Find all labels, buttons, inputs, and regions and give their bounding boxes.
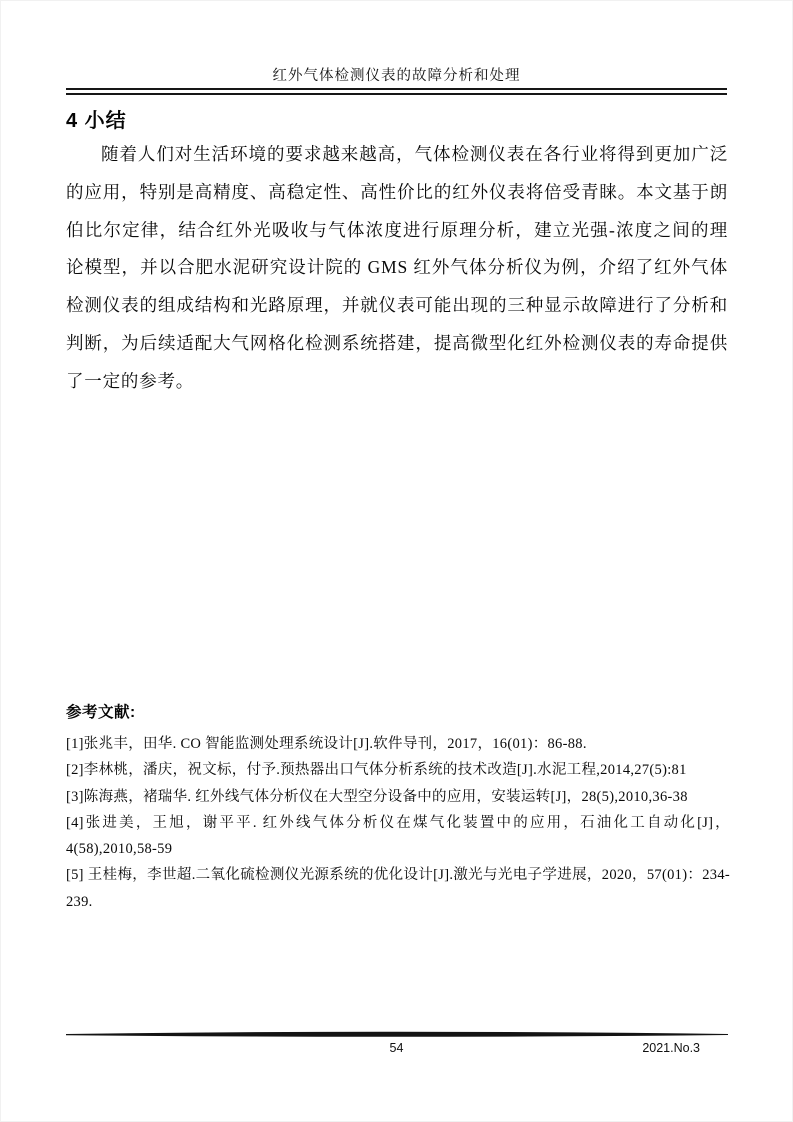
references-list — [66, 731, 730, 915]
header-double-rule — [66, 88, 727, 95]
page-number: 54 — [389, 1041, 404, 1055]
footer-tapered-rule — [66, 1031, 728, 1039]
references-section — [66, 700, 730, 915]
reference-item: [4]张进美，王旭，谢平平. 红外线气体分析仪在煤气化装置中的应用，石油化工自动化[J]，4(58),2010,58-59 — [66, 814, 730, 858]
body-paragraph: 随着人们对生活环境的要求越来越高，气体检测仪表在各行业将得到更加广泛的应用，特别是高精度、高稳定性、高性价比的红外仪表将倍受青睐。本文基于朗伯比尔定律，结合红外光吸收与气体浓度进行原理分析，建立光强-浓度之间的理论模型，并以合肥水泥研究设计院的 GMS 红外气体分析仪为例，介绍了红外气体检测仪表的组成结构和光路原理，并就仪表可能出现的三种显示故障进行了分析和判断，为后续适配大气网格化检测系统搭建，提高微型化红外检测仪表的寿命提供了一定的参考。 — [66, 144, 728, 391]
references-label: 参考文献: — [66, 704, 136, 721]
reference-item: [2]李林桃，潘庆，祝文标，付予.预热器出口气体分析系统的技术改造[J].水泥工程,2014,27(5):81 — [66, 762, 687, 779]
reference-item: [3]陈海燕，褚瑞华. 红外线气体分析仪在大型空分设备中的应用，安装运转[J]，28(5),2010,36-38 — [66, 788, 688, 805]
reference-item: [1]张兆丰，田华. CO 智能监测处理系统设计[J].软件导刊，2017，16(01)：86-88. — [66, 736, 587, 752]
reference-item: [5] 王桂梅，李世超.二氧化硫检测仪光源系统的优化设计[J].激光与光电子学进展，2020，57(01)：234-239. — [66, 867, 730, 910]
section-heading: 4 小结 — [66, 110, 127, 132]
issue-number: 2021.No.3 — [642, 1041, 700, 1055]
running-title: 红外气体检测仪表的故障分析和处理 — [272, 68, 521, 84]
